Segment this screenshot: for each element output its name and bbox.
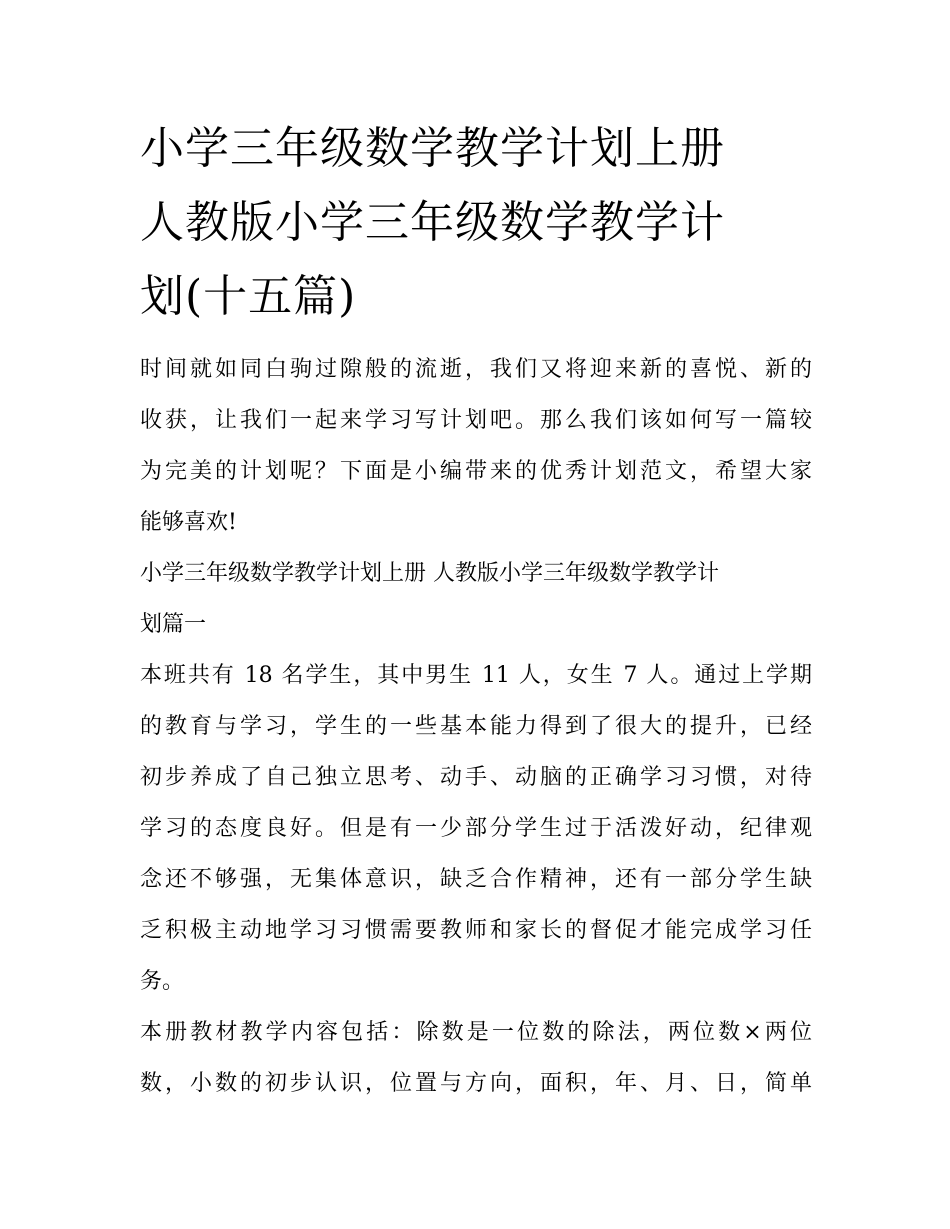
- text-line: 务。: [140, 969, 185, 994]
- text-line: 数，小数的初步认识，位置与方向，面积，年、月、日，简单: [140, 1071, 812, 1096]
- text-line: 为完美的计划呢？下面是小编带来的优秀计划范文，希望大家: [140, 459, 812, 484]
- class-overview-paragraph: [140, 650, 812, 1007]
- text-line: 时间就如同白驹过隙般的流逝，我们又将迎来新的喜悦、新的: [140, 357, 812, 382]
- text-line: 本册教材教学内容包括：除数是一位数的除法，两位数×两位: [140, 1020, 812, 1045]
- text-line: 收获，让我们一起来学习写计划吧。那么我们该如何写一篇较: [140, 408, 812, 433]
- text-line: 初步养成了自己独立思考、动手、动脑的正确学习习惯，对待: [140, 765, 812, 790]
- text-line: 本班共有 18 名学生，其中男生 11 人，女生 7 人。通过上学期: [140, 663, 812, 688]
- title-line: 划(十五篇): [140, 271, 357, 322]
- content-paragraph: [140, 1007, 812, 1109]
- section-heading: [140, 548, 812, 650]
- text-line: 学习的态度良好。但是有一少部分学生过于活泼好动，纪律观: [140, 816, 812, 841]
- title-line: 小学三年级数学教学计划上册: [140, 123, 725, 174]
- document-page: [140, 112, 812, 1109]
- document-title: [140, 112, 812, 334]
- text-line: 念还不够强，无集体意识，缺乏合作精神，还有一部分学生缺: [140, 867, 812, 892]
- title-line: 人教版小学三年级数学教学计: [140, 197, 725, 248]
- text-line: 乏积极主动地学习习惯需要教师和家长的督促才能完成学习任: [140, 918, 812, 943]
- intro-paragraph: [140, 344, 812, 548]
- text-line: 的教育与学习，学生的一些基本能力得到了很大的提升，已经: [140, 714, 812, 739]
- text-line: 小学三年级数学教学计划上册 人教版小学三年级数学教学计: [140, 561, 719, 586]
- document-body: [140, 344, 812, 1109]
- text-line: 能够喜欢!: [140, 510, 237, 535]
- text-line: 划篇一: [140, 612, 207, 637]
